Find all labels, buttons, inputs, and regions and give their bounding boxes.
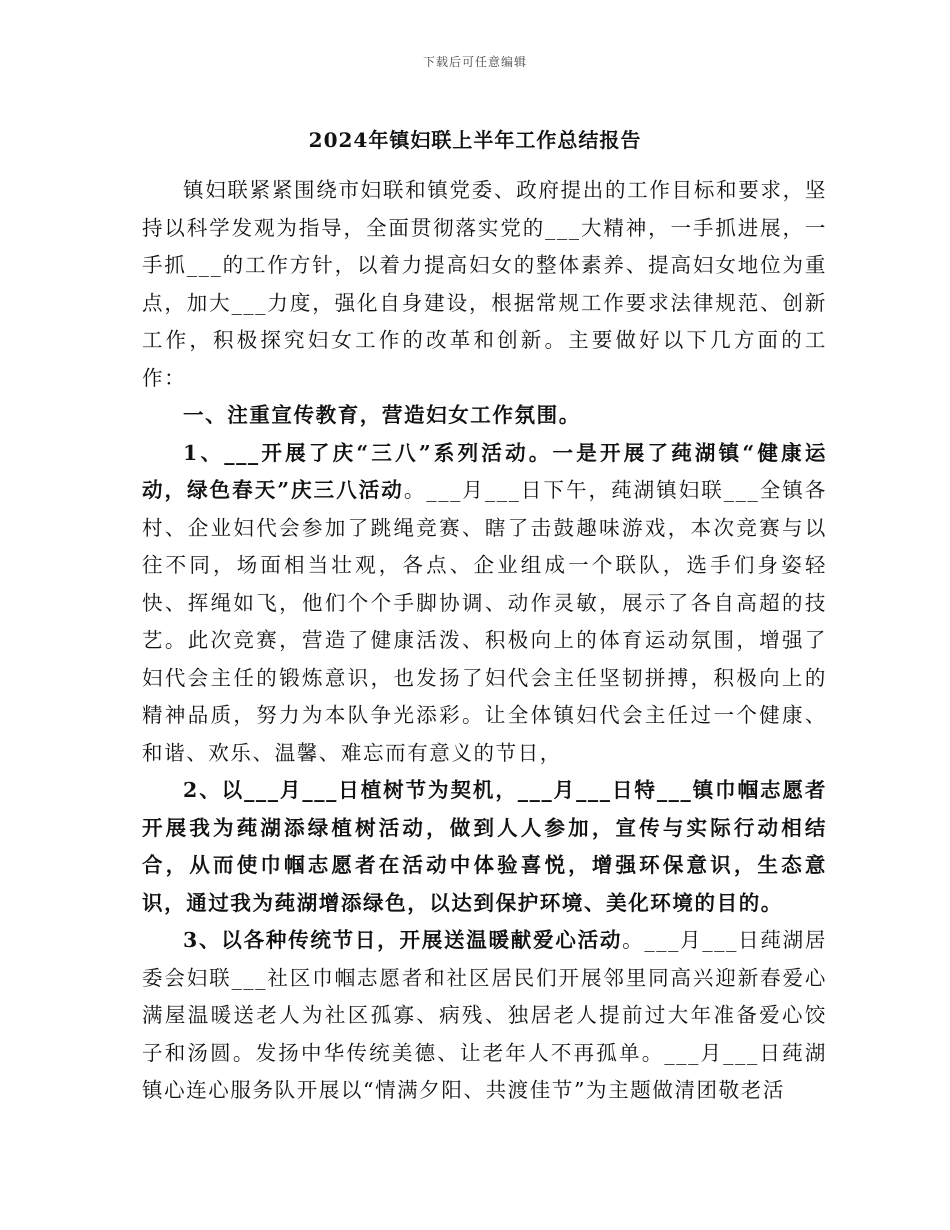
item-3-body: 。___月___日莼湖居委会妇联___社区巾帼志愿者和社区居民们开展邻里同高兴迎新春爱心满屋温暖送老人为社区孤寡、病残、独居老人提前过大年准备爱心饺子和汤圆。发扬中华传统美德、让老年人不再孤单。___月___日莼湖镇心连心服务队开展以“情满夕阳、共渡佳节”为主题做清团敬老活 bbox=[142, 928, 827, 1102]
document-title: 2024年镇妇联上半年工作总结报告 bbox=[308, 128, 642, 152]
item-3-lead: 3、以各种传统节日，开展送温暖献爱心活动 bbox=[183, 928, 623, 952]
page-header-note: 下载后可任意编辑 bbox=[422, 55, 527, 69]
item-1-body: 。___月___日下午，莼湖镇妇联___全镇各村、企业妇代会参加了跳绳竞赛、瞎了击鼓趣味游戏，本次竞赛与以往不同，场面相当壮观，各点、企业组成一个联队，选手们身姿轻快、挥绳如飞，他们个个手脚协调、动作灵敏，展示了各自高超的技艺。此次竞赛，营造了健康活泼、积极向上的体育运动氛围，增强了妇代会主任的锻炼意识，也发扬了妇代会主任坚韧拼搏，积极向上的精神品质，努力为本队争光添彩。让全体镇妇代会主任过一个健康、和谐、欢乐、温馨、难忘而有意义的节日， bbox=[142, 478, 827, 765]
item-1-paragraph bbox=[142, 435, 827, 773]
document-body bbox=[142, 172, 827, 1110]
section-heading: 一、注重宣传教育，营造妇女工作氛围。 bbox=[183, 403, 581, 427]
item-2-paragraph: 2、以___月___日植树节为契机，___月___日特___镇巾帼志愿者开展我为莼湖添绿植树活动，做到人人参加，宣传与实际行动相结合，从而使巾帼志愿者在活动中体验喜悦，增强环保意识，生态意识，通过我为莼湖增添绿色，以达到保护环境、美化环境的目的。 bbox=[142, 778, 827, 915]
intro-paragraph: 镇妇联紧紧围绕市妇联和镇党委、政府提出的工作目标和要求，坚持以科学发观为指导，全面贯彻落实党的___大精神，一手抓进展，一手抓___的工作方针，以着力提高妇女的整体素养、提高妇女地位为重点，加大___力度，强化自身建设，根据常规工作要求法律规范、创新工作，积极探究妇女工作的改革和创新。主要做好以下几方面的工作： bbox=[142, 178, 827, 390]
item-1-lead: 1、___开展了庆“三八”系列活动。一是开展了莼湖镇“健康运动，绿色春天”庆三八活动 bbox=[142, 440, 827, 502]
item-3-paragraph bbox=[142, 922, 827, 1110]
